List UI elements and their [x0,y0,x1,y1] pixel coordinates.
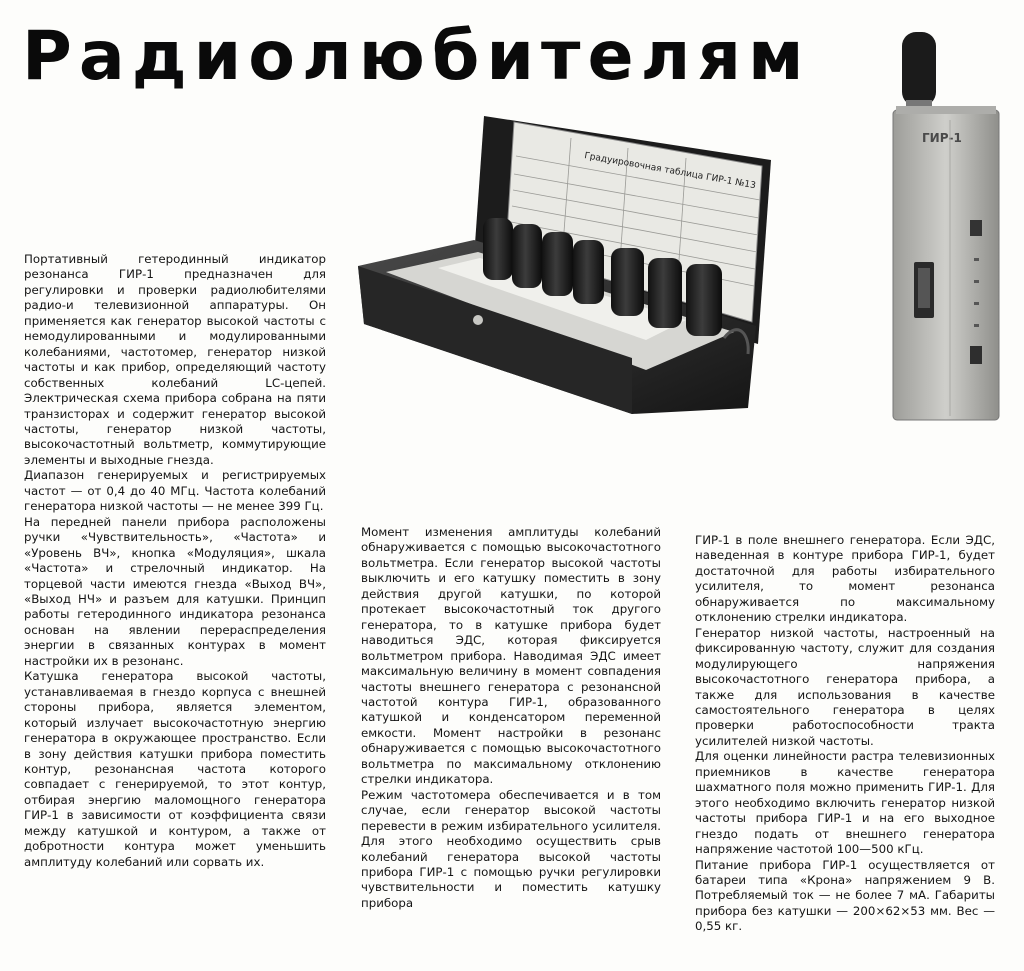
sensitivity-knob [970,346,982,364]
coil [512,224,542,288]
paragraph: Питание прибора ГИР-1 осуществляется от батареи типа «Крона» напряжением 9 В. Потребляемый ток — не более 7 мА. Габариты прибора без катушки — 200×62×53 мм. Вес — 0,55 кг. [695,857,995,934]
device-antenna [902,32,936,106]
text-column-2 [361,525,661,911]
paragraph: Момент изменения амплитуды колебаний обнаруживается с помощью высокочастотного вольтметра. Если генератор высокой частоты выключить и его катушку поместить в зону действия другой катушки, по которой протекает высокочастотный ток другого генератора, то в катушке прибора будет наводиться ЭДС, которая фиксируется вольтметром прибора. Наводимая ЭДС имеет максимальную величину в момент совпадения частоты внешнего генератора с резонансной частотой контура ГИР-1, образованного катушкой и конденсатором переменной емкости. Момент настройки в резонанс обнаруживается с помощью высокочастотного вольтметра по максимальному отклонению стрелки индикатора. [361,525,661,787]
paragraph: Портативный гетеродинный индикатор резонанса ГИР-1 предназначен для регулировки и проверки радиолюбителями радио-и телевизионной аппаратуры. Он применяется как генератор высокой частоты с немодулированными и модулированными колебаниями, частотомер, генератор низкой частоты и как прибор, определяющий частоту собственных колебаний LC-цепей. Электрическая схема прибора собрана на пяти транзисторах и содержит генератор высокой частоты, генератор низкой частоты, высокочастотный вольтметр, коммутирующие элементы и выходные гнезда. [24,252,326,467]
coil [542,232,573,296]
coil [686,264,722,336]
device-photo [890,30,1002,422]
text-column-1 [24,252,326,870]
coil [648,258,682,328]
case-latch [473,315,483,325]
paragraph: Катушка генератора высокой частоты, устанавливаемая в гнездо корпуса с внешней стороны прибора, является элементом, который излучает высокочастотную энергию генератора в окружающее пространство. Если в зону действия катушки прибора поместить контур, резонансная частота которого совпадает с генерируемой, то этот контур, отбирая энергию маломощного генератора ГИР-1 в зависимости от коэффициента связи между катушкой и контуром, а также от добротности контура может уменьшить амплитуду колебаний или сорвать их. [24,669,326,869]
modulation-button [970,220,982,236]
paragraph: На передней панели прибора расположены ручки «Чувствительность», «Частота» и «Уровень ВЧ», кнопка «Модуляция», шкала «Частота» и стрелочный индикатор. На торцевой части имеются гнезда «Выход ВЧ», «Выход НЧ» и разъем для катушки. Принцип работы гетеродинного индикатора резонанса основан на явлении перераспределения энергии в связанных контурах в момент настройки их в резонанс. [24,514,326,668]
coil [573,240,604,304]
paragraph: Генератор низкой частоты, настроенный на фиксированную частоту, служит для создания модулирующего напряжения высокочастотного генератора прибора, а также для использования в качестве самостоятельного генератора в целях проверки работоспособности тракта усилителей низкой частоты. [695,625,995,748]
device-body [893,110,999,420]
paragraph: ГИР-1 в поле внешнего генератора. Если ЭДС, наведенная в контуре прибора ГИР-1, будет достаточной для работы избирательного усилителя, то момент резонанса обнаруживается по максимальному отклонению стрелки индикатора. [695,533,995,625]
coil [483,218,513,280]
article-headline: Радиолюбителям [22,17,811,96]
paragraph: Диапазон генерируемых и регистрируемых частот — от 0,4 до 40 МГц. Частота колебаний генератора низкой частоты — не менее 399 Гц. [24,468,326,514]
coil [611,248,644,316]
device-label: ГИР-1 [922,131,962,145]
paragraph: Режим частотомера обеспечивается и в том случае, если генератор высокой частоты перевести в режим избирательного усилителя. Для этого необходимо осуществить срыв колебаний генератора высокой частоты прибора ГИР-1 с помощью ручки регулировки чувствительности и поместить катушку прибора [361,787,661,910]
case-photo [356,108,776,418]
text-column-3 [695,533,995,935]
paragraph: Для оценки линейности растра телевизионных приемников в качестве генератора шахматного поля можно применить ГИР-1. Для этого необходимо включить генератор низкой частоты прибора ГИР-1 и на его выходное гнездо подать от внешнего генератора напряжение частотой 100—500 кГц. [695,749,995,857]
calibration-chart-title: Градуировочная таблица ГИР-1 №13 [583,151,757,192]
